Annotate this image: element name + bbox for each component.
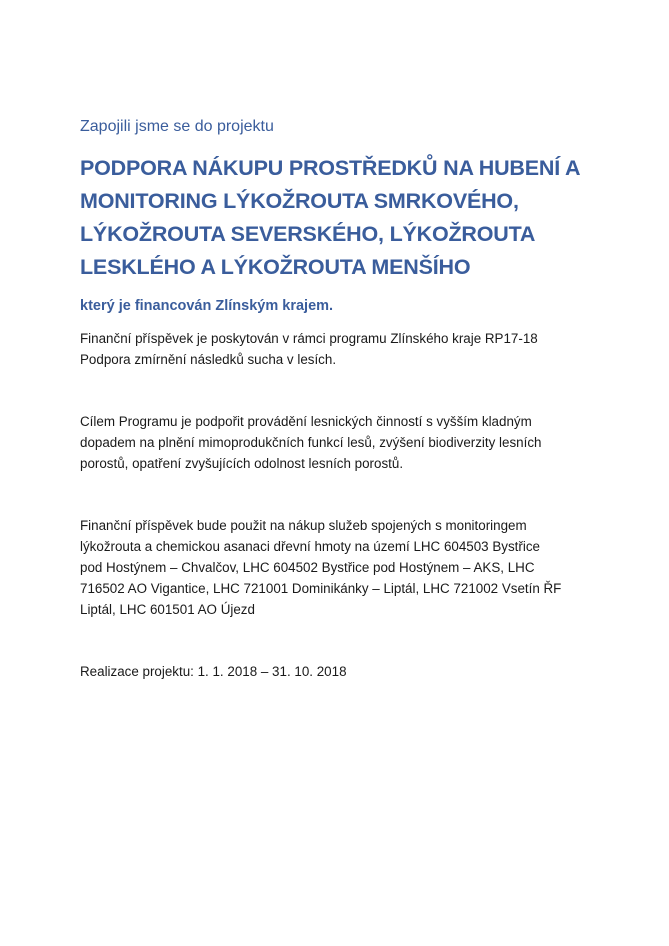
paragraph-goal (80, 411, 600, 474)
project-title-line: PODPORA NÁKUPU PROSTŘEDKŮ NA HUBENÍ A (80, 156, 581, 180)
project-title-line: LÝKOŽROUTA SEVERSKÉHO, LÝKOŽROUTA (80, 222, 536, 246)
intro-text: Zapojili jsme se do projektu (80, 118, 274, 135)
funding-subtitle: který je financován Zlínským krajem. (80, 298, 334, 314)
paragraph-line: Liptál, LHC 601501 AO Újezd (80, 602, 255, 617)
paragraph-line: Realizace projektu: 1. 1. 2018 – 31. 10. 2018 (80, 664, 347, 679)
paragraph-program (80, 328, 600, 370)
paragraph-line: Finanční příspěvek je poskytován v rámci programu Zlínského kraje RP17-18 (80, 331, 538, 346)
project-title-line: LESKLÉHO A LÝKOŽROUTA MENŠÍHO (80, 255, 471, 279)
paragraph-line: Finanční příspěvek bude použit na nákup služeb spojených s monitoringem (80, 518, 527, 533)
paragraph-line: dopadem na plnění mimoprodukčních funkcí lesů, zvýšení biodiverzity lesních (80, 435, 542, 450)
paragraph-line: porostů, opatření zvyšujících odolnost lesních porostů. (80, 456, 404, 471)
paragraph-line: lýkožrouta a chemickou asanaci dřevní hmoty na území LHC 604503 Bystřice (80, 539, 540, 554)
project-title-line: MONITORING LÝKOŽROUTA SMRKOVÉHO, (80, 189, 519, 213)
paragraph-usage (80, 515, 600, 620)
project-title (80, 152, 600, 284)
paragraph-line: pod Hostýnem – Chvalčov, LHC 604502 Bystřice pod Hostýnem – AKS, LHC (80, 560, 535, 575)
paragraph-period (80, 661, 600, 682)
paragraph-line: Cílem Programu je podpořit provádění lesnických činností s vyšším kladným (80, 414, 532, 429)
document-page (80, 116, 600, 682)
paragraph-line: Podpora zmírnění následků sucha v lesích. (80, 352, 337, 367)
paragraph-line: 716502 AO Vigantice, LHC 721001 Dominikánky – Liptál, LHC 721002 Vsetín ŘF (80, 581, 562, 596)
